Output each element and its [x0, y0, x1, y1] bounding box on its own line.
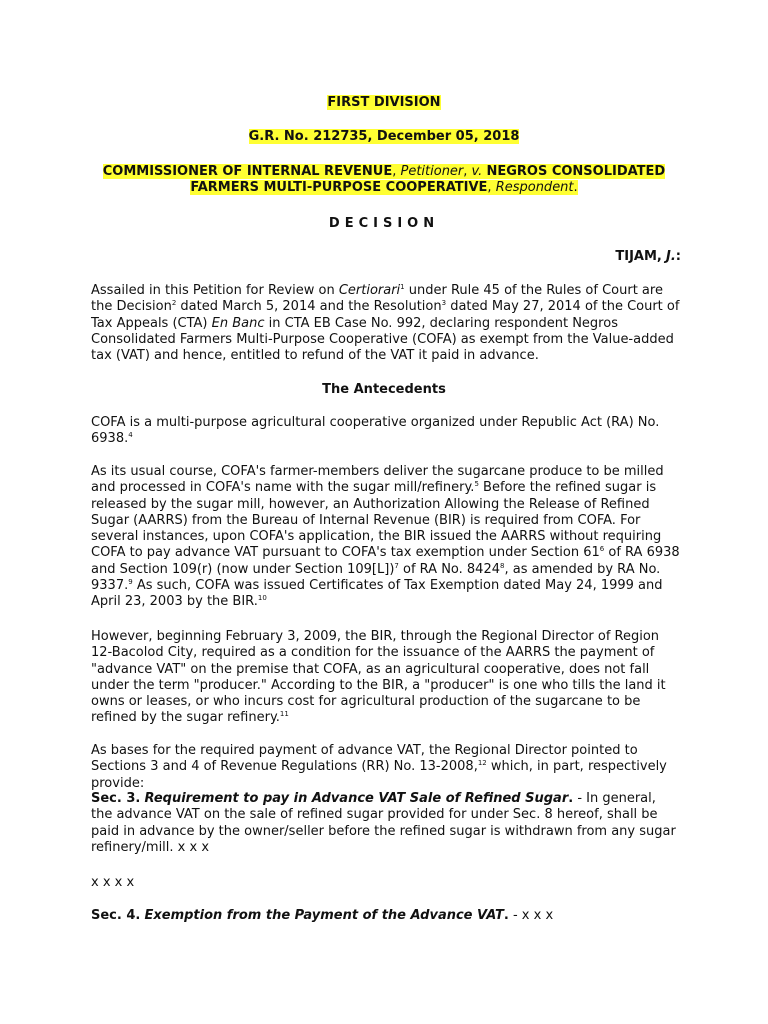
footnote-ref-1[interactable]: 1	[400, 283, 405, 291]
paragraph-1: Assailed in this Petition for Review on Certiorari$^1$ under Rule 45 of the Rules of Court are the Decision$^2$ dated March 5, 2014 and the Resolution$^3$ dated May 27, 2014 of the Court of Tax Appeals (CTA) En Banc in CTA EB Case No. 992, declaring respondent Negros Consolidated Farmers Multi-Purpose Cooperative (COFA) as exempt from the Value-added tax (VAT) and hence, entitled to refund of the VAT it paid in advance.	[91, 283, 680, 364]
versus: v.	[471, 164, 483, 179]
section-3-title: Requirement to pay in Advance VAT Sale of Refined Sugar	[144, 791, 569, 806]
respondent-name: NEGROS CONSOLIDATED FARMERS MULTI-PURPOSE COOPERATIVE	[190, 164, 666, 196]
footnote-ref-10[interactable]: 10	[257, 594, 267, 603]
ponente-line	[91, 249, 681, 265]
ponente-suffix: J.	[666, 249, 676, 264]
footnote-ref-12[interactable]: 12	[477, 759, 487, 768]
footnote-ref-6[interactable]: 6	[599, 545, 605, 554]
footnote-ref-11[interactable]: 11	[279, 710, 289, 719]
ponente-colon: :	[675, 249, 681, 264]
footnote-ref-5[interactable]: 5	[474, 480, 479, 489]
footnote-ref-2[interactable]: 2	[171, 299, 177, 308]
petitioner-role: Petitioner	[400, 164, 464, 179]
division-title: FIRST DIVISION	[327, 95, 441, 110]
footnote-ref-3[interactable]: 3	[441, 299, 447, 308]
paragraph-2: COFA is a multi-purpose agricultural cooperative organized under Republic Act (RA) No. 6938.$^4$	[91, 415, 660, 447]
decision-title: DECISION	[328, 216, 440, 231]
case-number: G.R. No. 212735, December 05, 2018	[248, 129, 520, 144]
footnote-ref-4[interactable]: 4	[128, 431, 133, 440]
antecedents-heading: The Antecedents	[322, 382, 446, 397]
section-4-quote: Sec. 4. Exemption from the Payment of the Advance VAT. - x x x	[91, 908, 554, 923]
respondent-role: Respondent	[495, 180, 574, 196]
paragraph-3: As its usual course, COFA's farmer-members deliver the sugarcane produce to be milled and processed in COFA's name with the sugar mill/refinery.$^5$ Before the refined sugar is released by the sugar mill, however, an Authorization Allowing the Release of Refined Sugar (AARRS) from the Bureau of Internal Revenue (BIR) is required from COFA. For several instances, upon COFA's application, the BIR issued the AARRS without requiring COFA to pay advance VAT pursuant to COFA's tax exemption under Section $61^6$ of RA 6938 and Section 109(r) (now under Section 109[L])$^7$ of RA No. 8424$^8$, as amended by RA No. 9337.$^9$ As such, COFA was issued Certificates of Tax Exemption dated May 24, 1999 and April 23, 2003 by the BIR.$^{10}$	[91, 464, 680, 610]
case-number-line	[91, 129, 677, 145]
paragraph-4: However, beginning February 3, 2009, the BIR, through the Regional Director of Region 12-Bacolod City, required as a condition for the issuance of the AARRS the payment of "advance VAT" on the premise that COFA, as an agricultural cooperative, does not fall under the term "producer." According to the BIR, a "producer" is one who tills the land it owns or leases, or who incurs cost for agricultural production of the sugarcane to be refined by the sugar refinery.$^{11}$	[91, 629, 666, 726]
footnote-ref-7[interactable]: 7	[394, 561, 399, 570]
section-3-label: Sec. 3.	[91, 791, 141, 806]
footnote-ref-8[interactable]: 8	[500, 561, 505, 570]
ponente-name: TIJAM,	[615, 249, 662, 264]
division-heading	[91, 95, 677, 111]
decision-heading	[91, 216, 677, 232]
section-3-quote: Sec. 3. Requirement to pay in Advance VAT Sale of Refined Sugar. - In general, the advance VAT on the sale of refined sugar provided for under Sec. 8 hereof, shall be paid in advance by the owner/seller before the refined sugar is withdrawn from any sugar refinery/mill. x x x	[91, 791, 676, 855]
paragraph-5: As bases for the required payment of advance VAT, the Regional Director pointed to Sections 3 and 4 of Revenue Regulations (RR) No. 13-2008,12 which, in part, respectively provide:	[91, 743, 667, 791]
footnote-ref-9[interactable]: 9	[128, 578, 133, 587]
section-4-title: Exemption from the Payment of the Advance VAT	[144, 908, 504, 923]
ellipsis-line: x x x x	[91, 875, 135, 890]
case-parties: COMMISSIONER OF INTERNAL REVENUE, Petitioner, v. NEGROS CONSOLIDATED FARMERS MULTI-PURPOSE COOPERATIVE, Respondent.	[102, 164, 666, 196]
petitioner-name: COMMISSIONER OF INTERNAL REVENUE	[102, 164, 393, 179]
section-4-label: Sec. 4.	[91, 908, 141, 923]
